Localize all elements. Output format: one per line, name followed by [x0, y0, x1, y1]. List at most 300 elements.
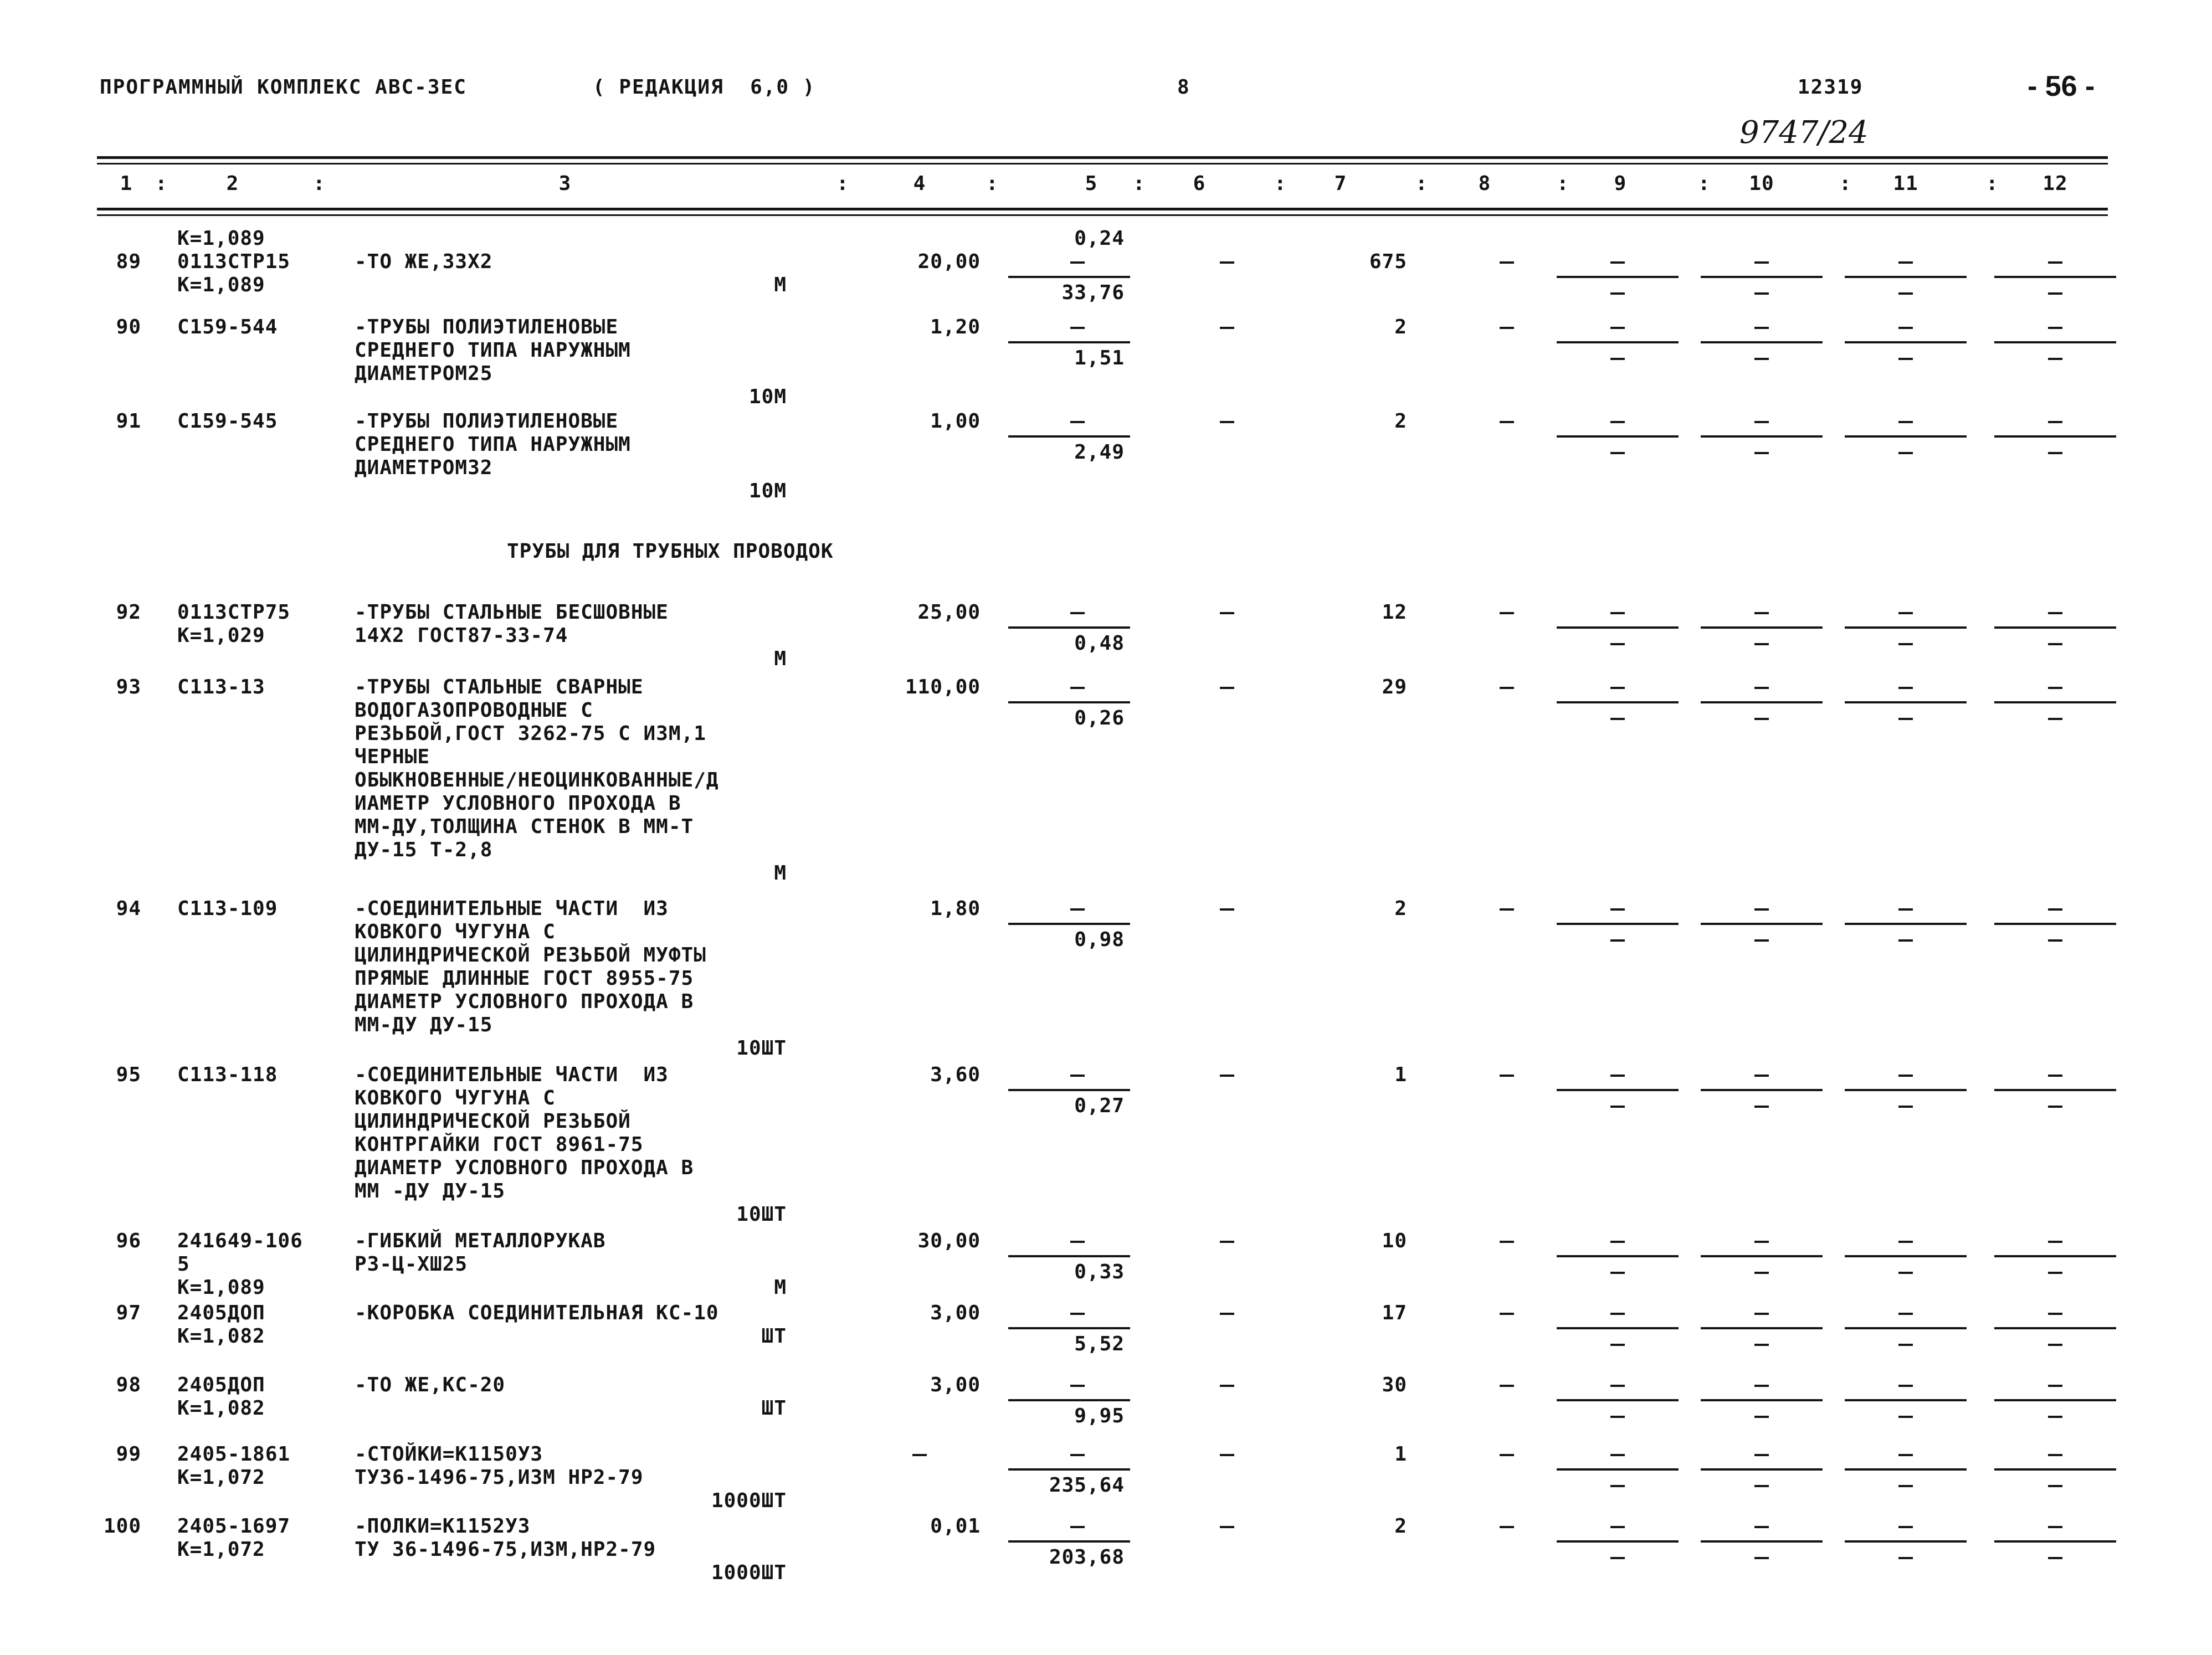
handwritten-note: 9747/24	[1739, 115, 1869, 151]
sheet-number: 8	[1177, 76, 1190, 99]
row-number: 94	[116, 897, 141, 920]
row-description-line: -ТРУБЫ СТАЛЬНЫЕ БЕСШОВНЫЕ	[355, 601, 669, 624]
row-description-line: -СОЕДИНИТЕЛЬНЫЕ ЧАСТИ ИЗ	[355, 1063, 669, 1086]
row-code: 0113CTP15	[177, 250, 291, 273]
row-number: 99	[116, 1443, 141, 1466]
row-col10-top-dash	[1754, 1526, 1769, 1528]
row-quantity: 0,01	[930, 1515, 981, 1538]
table-top-rule	[97, 156, 2108, 159]
row-description-line: ДИАМЕТР УСЛОВНОГО ПРОХОДА В	[355, 1157, 694, 1179]
row-col7-value: 10	[1382, 1230, 1407, 1252]
row-code: 2405-1697	[177, 1515, 291, 1538]
row-col11-fraction-rule	[1845, 626, 1967, 629]
row-col5-fraction-rule	[1008, 626, 1130, 629]
row-col9-bottom-dash	[1610, 292, 1625, 295]
row-col11-fraction-rule	[1845, 1399, 1967, 1401]
row-col5-bottom-value: 5,52	[1074, 1333, 1125, 1355]
row-col11-fraction-rule	[1845, 701, 1967, 703]
row-coefficient: K=1,072	[177, 1466, 265, 1489]
row-description-line: ИАМЕТР УСЛОВНОГО ПРОХОДА В	[355, 792, 681, 815]
row-col9-top-dash	[1610, 1241, 1625, 1243]
row-quantity: 3,00	[930, 1302, 981, 1324]
row-col6-dash	[1220, 908, 1234, 911]
row-col10-top-dash	[1754, 1075, 1769, 1077]
row-col10-top-dash	[1754, 908, 1769, 911]
row-description-line: СРЕДНЕГО ТИПА НАРУЖНЫМ	[355, 339, 631, 362]
row-col12-top-dash	[2048, 1075, 2062, 1077]
row-col7-value: 29	[1382, 676, 1407, 698]
row-col5-top-dash	[1070, 687, 1085, 689]
row-description-line: ДУ-15 Т-2,8	[355, 839, 493, 861]
row-number: 96	[116, 1230, 141, 1252]
column-header-8: 8	[1478, 172, 1491, 195]
row-number: 95	[116, 1063, 141, 1086]
row-col8-dash	[1500, 1526, 1514, 1528]
row-col5-fraction-rule	[1008, 1399, 1130, 1401]
row-col7-value: 2	[1394, 316, 1407, 338]
row-unit: M	[774, 1276, 787, 1299]
row-quantity: 1,80	[930, 897, 981, 920]
row-unit: 10M	[748, 386, 787, 408]
row-col5-bottom-value: 0,27	[1074, 1094, 1125, 1117]
row-col7-value: 2	[1394, 897, 1407, 920]
row-col10-bottom-dash	[1754, 1272, 1769, 1274]
row-col12-top-dash	[2048, 1526, 2062, 1528]
row-unit: 10M	[748, 480, 787, 502]
row-code: C159-544	[177, 316, 278, 338]
row-col10-fraction-rule	[1701, 1399, 1823, 1401]
row-col11-bottom-dash	[1898, 292, 1913, 295]
row-number: 97	[116, 1302, 141, 1324]
row-col11-top-dash	[1898, 612, 1913, 614]
row-col5-top-dash	[1070, 421, 1085, 423]
row-unit: 1000ШТ	[711, 1489, 787, 1512]
row-number: 98	[116, 1374, 141, 1396]
row-col5-fraction-rule	[1008, 1255, 1130, 1257]
row-col12-fraction-rule	[1994, 626, 2116, 629]
row-col12-bottom-dash	[2048, 643, 2062, 645]
column-separator: :	[986, 172, 999, 195]
row-coefficient: K=1,072	[177, 1538, 265, 1561]
row-col10-fraction-rule	[1701, 341, 1823, 343]
row-number: 93	[116, 676, 141, 698]
row-code: 0113CTP75	[177, 601, 291, 624]
row-col10-top-dash	[1754, 1313, 1769, 1315]
row-col12-top-dash	[2048, 327, 2062, 329]
row-col9-bottom-dash	[1610, 1344, 1625, 1346]
row-col9-top-dash	[1610, 421, 1625, 423]
row-col11-bottom-dash	[1898, 939, 1913, 942]
row-col8-dash	[1500, 1385, 1514, 1387]
row-col12-top-dash	[2048, 612, 2062, 614]
row-col10-bottom-dash	[1754, 1485, 1769, 1487]
row-col9-bottom-dash	[1610, 1106, 1625, 1108]
row-col11-bottom-dash	[1898, 1557, 1913, 1559]
table-header-rule-2	[97, 214, 2108, 216]
row-description-line: ММ -ДУ ДУ-15	[355, 1180, 506, 1202]
row-description-line: -ТРУБЫ СТАЛЬНЫЕ СВАРНЫЕ	[355, 676, 644, 698]
row-description-line: КОВКОГО ЧУГУНА С	[355, 921, 556, 943]
row-col10-bottom-dash	[1754, 1344, 1769, 1346]
column-header-9: 9	[1614, 172, 1627, 195]
row-code: C113-118	[177, 1063, 278, 1086]
row-col9-bottom-dash	[1610, 1485, 1625, 1487]
row-col5-bottom-value: 0,98	[1074, 928, 1125, 951]
row-col6-dash	[1220, 421, 1234, 423]
row-description-line: ВОДОГАЗОПРОВОДНЫЕ С	[355, 699, 593, 722]
document-code: 12319	[1798, 76, 1864, 99]
row-col10-fraction-rule	[1701, 1089, 1823, 1091]
row-col11-bottom-dash	[1898, 358, 1913, 360]
row-col9-fraction-rule	[1557, 626, 1679, 629]
row-col8-dash	[1500, 327, 1514, 329]
row-unit: 10ШТ	[736, 1037, 787, 1060]
row-col9-bottom-dash	[1610, 1272, 1625, 1274]
row-col5-fraction-rule	[1008, 701, 1130, 703]
edition-label: ( РЕДАКЦИЯ 6,0 )	[593, 76, 816, 99]
row-col9-top-dash	[1610, 327, 1625, 329]
row-quantity: 3,60	[930, 1063, 981, 1086]
row-col9-fraction-rule	[1557, 1255, 1679, 1257]
row-description-line: -ГИБКИЙ МЕТАЛЛОРУКАВ	[355, 1230, 606, 1252]
row-col6-dash	[1220, 261, 1234, 264]
row-unit: ШТ	[761, 1397, 787, 1420]
page-number: - 56 -	[2028, 70, 2095, 102]
row-description-line: ММ-ДУ ДУ-15	[355, 1014, 493, 1036]
row-col5-fraction-rule	[1008, 1089, 1130, 1091]
row-col5-bottom-value: 235,64	[1049, 1474, 1125, 1497]
column-header-3: 3	[558, 172, 572, 195]
row-col8-dash	[1500, 1075, 1514, 1077]
row-unit: 10ШТ	[736, 1203, 787, 1226]
row-col11-top-dash	[1898, 908, 1913, 911]
row-number: 100	[103, 1515, 141, 1538]
row-col10-fraction-rule	[1701, 1255, 1823, 1257]
row-col10-bottom-dash	[1754, 452, 1769, 454]
row-col5-top-dash	[1070, 612, 1085, 614]
row-col11-bottom-dash	[1898, 1106, 1913, 1108]
row-col11-fraction-rule	[1845, 435, 1967, 438]
row-col9-bottom-dash	[1610, 643, 1625, 645]
row-code: 2405-1861	[177, 1443, 291, 1466]
row-col10-fraction-rule	[1701, 1468, 1823, 1471]
row-description-line: -ТРУБЫ ПОЛИЭТИЛЕНОВЫЕ	[355, 410, 619, 433]
row-col5-fraction-rule	[1008, 1468, 1130, 1471]
row-description-line: СРЕДНЕГО ТИПА НАРУЖНЫМ	[355, 433, 631, 456]
row-col12-bottom-dash	[2048, 452, 2062, 454]
row-description-line: ОБЫКНОВЕННЫЕ/НЕОЦИНКОВАННЫЕ/Д	[355, 769, 719, 791]
row-col12-fraction-rule	[1994, 1089, 2116, 1091]
row-col6-dash	[1220, 327, 1234, 329]
row-col12-fraction-rule	[1994, 1399, 2116, 1401]
column-separator: :	[1557, 172, 1569, 195]
row-quantity: 20,00	[917, 250, 981, 273]
row-col5-fraction-rule	[1008, 1327, 1130, 1329]
column-header-1: 1	[120, 172, 133, 195]
row-col8-dash	[1500, 1454, 1514, 1456]
column-separator: :	[1839, 172, 1852, 195]
row-col8-dash	[1500, 612, 1514, 614]
row-col9-fraction-rule	[1557, 435, 1679, 438]
row-col10-fraction-rule	[1701, 701, 1823, 703]
row-coefficient: K=1,089	[177, 274, 265, 296]
column-header-12: 12	[2042, 172, 2068, 195]
row-code-continued: 5	[177, 1253, 190, 1276]
column-header-2: 2	[226, 172, 239, 195]
row-col9-top-dash	[1610, 1313, 1625, 1315]
row-col12-top-dash	[2048, 421, 2062, 423]
row-col11-top-dash	[1898, 1075, 1913, 1077]
row-col9-fraction-rule	[1557, 701, 1679, 703]
row-description-line: ДИАМЕТРОМ32	[355, 456, 493, 479]
row-col11-bottom-dash	[1898, 718, 1913, 720]
row-description-line: КОВКОГО ЧУГУНА С	[355, 1087, 556, 1109]
row-col8-dash	[1500, 1313, 1514, 1315]
row-quantity: 1,20	[930, 316, 981, 338]
row-col10-bottom-dash	[1754, 358, 1769, 360]
row-col11-fraction-rule	[1845, 1540, 1967, 1543]
row-quantity: 3,00	[930, 1374, 981, 1396]
row-coefficient: K=1,089	[177, 1276, 265, 1299]
row-unit: ШТ	[761, 1325, 787, 1348]
row-col6-dash	[1220, 1526, 1234, 1528]
row-col5-bottom-value: 0,26	[1074, 707, 1125, 729]
row-col12-top-dash	[2048, 1454, 2062, 1456]
row-col9-bottom-dash	[1610, 718, 1625, 720]
row-description-line: -ПОЛКИ=K1152У3	[355, 1515, 531, 1538]
row-col5-bottom-value: 2,49	[1074, 441, 1125, 464]
row-col12-bottom-dash	[2048, 1485, 2062, 1487]
row-col10-top-dash	[1754, 1385, 1769, 1387]
row-col5-bottom-value: 0,33	[1074, 1261, 1125, 1283]
row-col9-bottom-dash	[1610, 1416, 1625, 1418]
row-col5-fraction-rule	[1008, 1540, 1130, 1543]
row-col5-top-dash	[1070, 327, 1085, 329]
row-col5-fraction-rule	[1008, 435, 1130, 438]
row-col8-dash	[1500, 421, 1514, 423]
row-col6-dash	[1220, 1241, 1234, 1243]
row-col11-top-dash	[1898, 1385, 1913, 1387]
row-col5-top-dash	[1070, 1385, 1085, 1387]
row-col5-fraction-rule	[1008, 923, 1130, 925]
table-header-rule	[97, 208, 2108, 210]
row-col11-fraction-rule	[1845, 1468, 1967, 1471]
row-col11-bottom-dash	[1898, 643, 1913, 645]
row-col7-value: 1	[1394, 1063, 1407, 1086]
column-separator: :	[1415, 172, 1428, 195]
row-pre-coefficient: K=1,089	[177, 227, 265, 250]
row-number: 92	[116, 601, 141, 624]
row-col11-fraction-rule	[1845, 341, 1967, 343]
row-col12-top-dash	[2048, 1241, 2062, 1243]
row-col12-fraction-rule	[1994, 1540, 2116, 1543]
row-col12-fraction-rule	[1994, 923, 2116, 925]
row-col8-dash	[1500, 261, 1514, 264]
row-col9-fraction-rule	[1557, 1540, 1679, 1543]
row-unit: M	[774, 862, 787, 885]
row-col7-value: 1	[1394, 1443, 1407, 1466]
row-code: 241649-106	[177, 1230, 303, 1252]
row-description-line: ДИАМЕТРОМ25	[355, 362, 493, 385]
row-code: 2405ДОП	[177, 1302, 265, 1324]
row-col11-fraction-rule	[1845, 923, 1967, 925]
row-description-line: ТУ36-1496-75,ИЗМ HP2-79	[355, 1466, 644, 1489]
row-col9-top-dash	[1610, 687, 1625, 689]
row-col12-bottom-dash	[2048, 358, 2062, 360]
row-col11-fraction-rule	[1845, 1089, 1967, 1091]
row-description-line: -ТО ЖЕ,33X2	[355, 250, 493, 273]
row-description-line: P3-Ц-XШ25	[355, 1253, 468, 1276]
row-col10-fraction-rule	[1701, 435, 1823, 438]
row-col5-bottom-value: 1,51	[1074, 347, 1125, 369]
row-description-line: ДИАМЕТР УСЛОВНОГО ПРОХОДА В	[355, 990, 694, 1013]
row-description-line: ЦИЛИНДРИЧЕСКОЙ РЕЗЬБОЙ МУФТЫ	[355, 944, 706, 967]
row-col5-bottom-value: 33,76	[1061, 281, 1125, 304]
row-col12-fraction-rule	[1994, 1255, 2116, 1257]
row-col12-top-dash	[2048, 687, 2062, 689]
row-col11-bottom-dash	[1898, 1272, 1913, 1274]
row-number: 90	[116, 316, 141, 338]
row-col10-bottom-dash	[1754, 643, 1769, 645]
row-col11-top-dash	[1898, 1313, 1913, 1315]
row-description-line: ПРЯМЫЕ ДЛИННЫЕ ГОСТ 8955-75	[355, 967, 694, 990]
row-col5-top-dash	[1070, 1526, 1085, 1528]
row-code: C113-13	[177, 676, 265, 698]
row-unit: 1000ШТ	[711, 1561, 787, 1584]
row-col9-bottom-dash	[1610, 452, 1625, 454]
row-description-line: 14X2 ГОСТ87-33-74	[355, 624, 568, 647]
row-col5-fraction-rule	[1008, 276, 1130, 278]
row-col12-bottom-dash	[2048, 718, 2062, 720]
row-col11-top-dash	[1898, 1241, 1913, 1243]
row-code: 2405ДОП	[177, 1374, 265, 1396]
row-col10-fraction-rule	[1701, 626, 1823, 629]
row-col9-fraction-rule	[1557, 1399, 1679, 1401]
row-col11-fraction-rule	[1845, 1327, 1967, 1329]
program-title: ПРОГРАММНЫЙ КОМПЛЕКС АВС-ЗЕС	[100, 76, 467, 99]
row-col11-bottom-dash	[1898, 1485, 1913, 1487]
row-coefficient: K=1,082	[177, 1325, 265, 1348]
column-separator: :	[836, 172, 849, 195]
column-separator: :	[1274, 172, 1287, 195]
row-col7-value: 2	[1394, 410, 1407, 433]
row-col10-top-dash	[1754, 327, 1769, 329]
row-col11-bottom-dash	[1898, 1416, 1913, 1418]
row-col12-bottom-dash	[2048, 292, 2062, 295]
column-header-11: 11	[1893, 172, 1918, 195]
row-col9-top-dash	[1610, 1454, 1625, 1456]
row-col9-bottom-dash	[1610, 1557, 1625, 1559]
row-col12-top-dash	[2048, 1313, 2062, 1315]
row-col6-dash	[1220, 612, 1234, 614]
row-col10-bottom-dash	[1754, 1416, 1769, 1418]
row-quantity: 110,00	[905, 676, 981, 698]
row-col12-top-dash	[2048, 261, 2062, 264]
row-col5-top-dash	[1070, 1313, 1085, 1315]
row-col6-dash	[1220, 1075, 1234, 1077]
row-col11-top-dash	[1898, 687, 1913, 689]
row-col6-dash	[1220, 1385, 1234, 1387]
row-col11-bottom-dash	[1898, 452, 1913, 454]
row-number: 91	[116, 410, 141, 433]
row-col9-fraction-rule	[1557, 1089, 1679, 1091]
row-col9-top-dash	[1610, 261, 1625, 264]
row-col5-top-dash	[1070, 1075, 1085, 1077]
column-separator: :	[1986, 172, 1999, 195]
row-col5-fraction-rule	[1008, 341, 1130, 343]
row-col9-fraction-rule	[1557, 341, 1679, 343]
row-col5-top-dash	[1070, 261, 1085, 264]
column-separator: :	[313, 172, 326, 195]
row-col11-top-dash	[1898, 1526, 1913, 1528]
column-separator: :	[1133, 172, 1146, 195]
row-col6-dash	[1220, 1454, 1234, 1456]
row-description-line: -СОЕДИНИТЕЛЬНЫЕ ЧАСТИ ИЗ	[355, 897, 669, 920]
row-col12-fraction-rule	[1994, 1327, 2116, 1329]
row-col5-top-dash	[1070, 908, 1085, 911]
section-title: ТРУБЫ ДЛЯ ТРУБНЫХ ПРОВОДОК	[507, 540, 834, 563]
row-col11-top-dash	[1898, 1454, 1913, 1456]
row-description-line: ЧЕРНЫЕ	[355, 746, 430, 768]
row-col11-fraction-rule	[1845, 1255, 1967, 1257]
row-unit: M	[774, 647, 787, 670]
row-col9-top-dash	[1610, 1526, 1625, 1528]
row-col12-fraction-rule	[1994, 1468, 2116, 1471]
row-col9-top-dash	[1610, 908, 1625, 911]
row-col5-bottom-value: 9,95	[1074, 1405, 1125, 1427]
row-quantity-dash	[912, 1454, 927, 1456]
row-description-line: ММ-ДУ,ТОЛЩИНА СТЕНОК В ММ-Т	[355, 815, 694, 838]
row-description-line: ТУ 36-1496-75,ИЗМ,HP2-79	[355, 1538, 656, 1561]
row-col10-top-dash	[1754, 687, 1769, 689]
row-description-line: -СТОЙКИ=K1150У3	[355, 1443, 543, 1466]
row-col5-top-dash	[1070, 1241, 1085, 1243]
row-col10-top-dash	[1754, 1454, 1769, 1456]
column-header-5: 5	[1085, 172, 1098, 195]
row-description-line: ЦИЛИНДРИЧЕСКОЙ РЕЗЬБОЙ	[355, 1110, 631, 1133]
row-col10-bottom-dash	[1754, 718, 1769, 720]
row-col7-value: 2	[1394, 1515, 1407, 1538]
row-col9-bottom-dash	[1610, 939, 1625, 942]
row-col10-fraction-rule	[1701, 1327, 1823, 1329]
row-col8-dash	[1500, 687, 1514, 689]
table-top-rule-2	[97, 163, 2108, 165]
row-col9-fraction-rule	[1557, 276, 1679, 278]
column-header-7: 7	[1334, 172, 1347, 195]
row-description-line: -ТО ЖЕ,КС-20	[355, 1374, 506, 1396]
row-col10-top-dash	[1754, 261, 1769, 264]
row-col9-fraction-rule	[1557, 923, 1679, 925]
row-col12-bottom-dash	[2048, 1344, 2062, 1346]
row-col10-bottom-dash	[1754, 292, 1769, 295]
row-col12-bottom-dash	[2048, 1557, 2062, 1559]
row-col5-top-value: 0,24	[1074, 227, 1125, 250]
row-col12-top-dash	[2048, 908, 2062, 911]
row-col8-dash	[1500, 1241, 1514, 1243]
row-col6-dash	[1220, 1313, 1234, 1315]
row-col12-top-dash	[2048, 1385, 2062, 1387]
column-separator: :	[1698, 172, 1711, 195]
row-col5-bottom-value: 203,68	[1049, 1546, 1125, 1569]
row-col8-dash	[1500, 908, 1514, 911]
row-quantity: 1,00	[930, 410, 981, 433]
column-separator: :	[155, 172, 168, 195]
column-header-10: 10	[1749, 172, 1774, 195]
row-col5-top-dash	[1070, 1454, 1085, 1456]
row-col9-fraction-rule	[1557, 1468, 1679, 1471]
row-col7-value: 12	[1382, 601, 1407, 624]
row-col10-fraction-rule	[1701, 923, 1823, 925]
